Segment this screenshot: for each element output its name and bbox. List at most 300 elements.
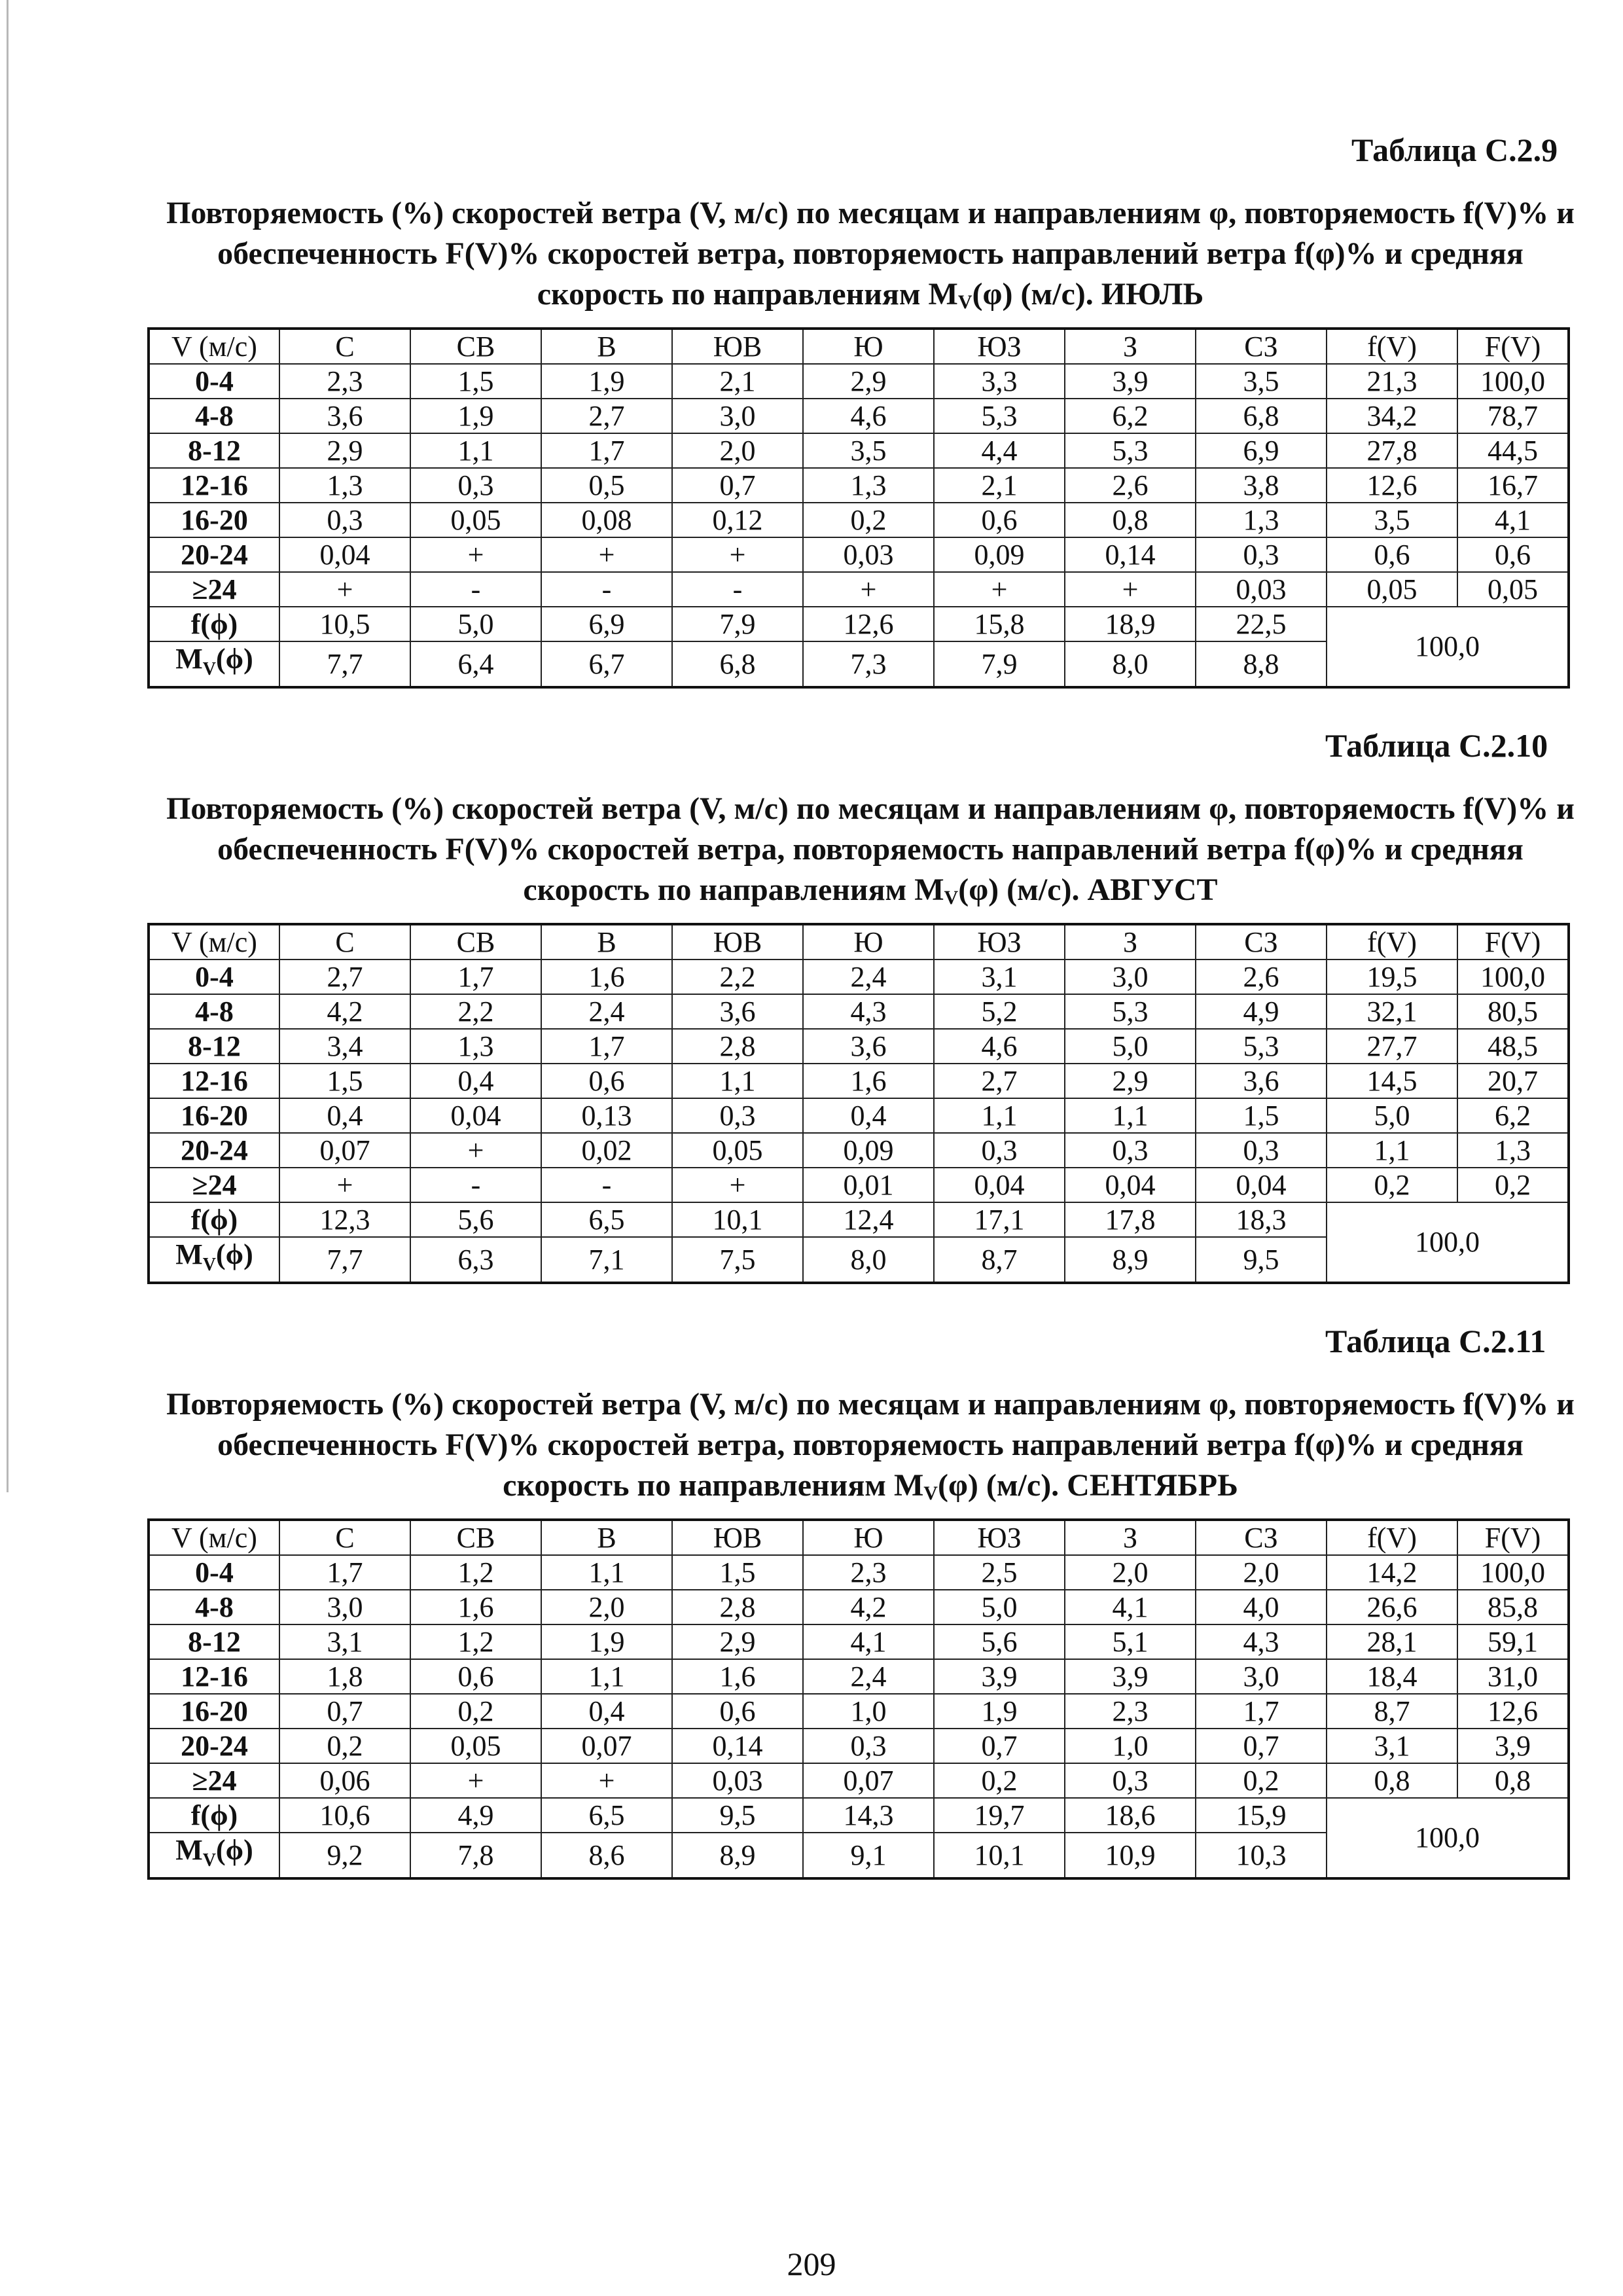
table-cell: 2,7 [541, 399, 672, 433]
table-cell: 0,05 [410, 503, 541, 537]
table-cell: 85,8 [1457, 1590, 1569, 1624]
table-cell: 0,6 [410, 1659, 541, 1694]
table-cell: 12,6 [1327, 468, 1457, 503]
table-cell: 2,8 [672, 1029, 803, 1064]
table-cell: 8,8 [1196, 641, 1327, 687]
header-row [149, 1520, 1569, 1555]
table-cell: 3,8 [1196, 468, 1327, 503]
table-cell: 2,2 [672, 960, 803, 994]
table-cell: 6,9 [1196, 433, 1327, 468]
caption-text: Повторяемость (%) скоростей ветра (V, м/с) по месяцам и направлениям φ, повторяемость f(V)% и обеспеченность F(V)% скоростей ветра, повторяемость направлений ветра f(φ)% и средняя скорость по направлениям M [166, 1387, 1575, 1503]
table-cell: 0,14 [1065, 537, 1196, 572]
table-cell: + [1065, 572, 1196, 607]
table-cell: 1,1 [541, 1555, 672, 1590]
table-cell: + [672, 1168, 803, 1202]
speed-range: 16-20 [149, 1694, 279, 1729]
table-cell: 6,9 [541, 607, 672, 641]
table-cell: 6,5 [541, 1202, 672, 1237]
f-phi-label: f(ϕ) [149, 1202, 279, 1237]
table-row [149, 468, 1569, 503]
table-cell: 44,5 [1457, 433, 1569, 468]
table-cell: + [803, 572, 934, 607]
table-cell: 10,6 [279, 1798, 410, 1833]
table-cell: + [541, 537, 672, 572]
table-cell: 3,0 [1065, 960, 1196, 994]
table-cell: 1,9 [541, 364, 672, 399]
mv-letter: M [175, 1238, 203, 1270]
table-cell: 3,5 [1196, 364, 1327, 399]
table-cell: 1,1 [541, 1659, 672, 1694]
table-row [149, 364, 1569, 399]
table-cell: 4,3 [803, 994, 934, 1029]
table-cell: - [541, 572, 672, 607]
table-cell: 0,7 [1196, 1729, 1327, 1763]
table-cell: 3,6 [279, 399, 410, 433]
table-cell: 0,09 [934, 537, 1065, 572]
table-cell: 0,8 [1065, 503, 1196, 537]
table-cell: 1,5 [279, 1064, 410, 1098]
table-cell: 10,3 [1196, 1833, 1327, 1878]
table-cell: 1,3 [803, 468, 934, 503]
table-cell: 59,1 [1457, 1624, 1569, 1659]
table-cell: 0,6 [934, 503, 1065, 537]
column-header: f(V) [1327, 329, 1457, 364]
table-cell: 0,4 [803, 1098, 934, 1133]
table-cell: 1,7 [541, 1029, 672, 1064]
table-cell: 0,2 [803, 503, 934, 537]
table-cell: 7,3 [803, 641, 934, 687]
table-cell: 6,8 [1196, 399, 1327, 433]
mv-phi-suffix: (ϕ) [216, 1238, 253, 1270]
table-cell: 6,5 [541, 1798, 672, 1833]
speed-range: 12-16 [149, 468, 279, 503]
table-cell: 0,02 [541, 1133, 672, 1168]
caption-tail: (φ) (м/с). АВГУСТ [958, 872, 1218, 907]
column-header: З [1065, 1520, 1196, 1555]
table-cell: 0,3 [672, 1098, 803, 1133]
table-cell: 5,0 [1065, 1029, 1196, 1064]
table-cell: 0,3 [279, 503, 410, 537]
table-cell: 1,7 [1196, 1694, 1327, 1729]
table-number: Таблица С.2.9 [1351, 132, 1558, 168]
table-cell: + [410, 537, 541, 572]
table-cell: 0,3 [803, 1729, 934, 1763]
table-cell: 1,6 [672, 1659, 803, 1694]
table-cell: 0,03 [1196, 572, 1327, 607]
table-cell: 0,8 [1327, 1763, 1457, 1798]
column-header: ЮЗ [934, 924, 1065, 960]
caption-tail: (φ) (м/с). ИЮЛЬ [972, 277, 1204, 312]
table-cell: 7,7 [279, 641, 410, 687]
column-header: С [279, 924, 410, 960]
table-cell: 2,7 [934, 1064, 1065, 1098]
table-cell: 78,7 [1457, 399, 1569, 433]
table-row [149, 1763, 1569, 1798]
speed-range: 8-12 [149, 433, 279, 468]
table-cell: 12,4 [803, 1202, 934, 1237]
table-cell: 100,0 [1457, 1555, 1569, 1590]
table-cell: + [410, 1763, 541, 1798]
table-cell: 19,5 [1327, 960, 1457, 994]
table-cell: 1,2 [410, 1624, 541, 1659]
table-cell: 0,04 [279, 537, 410, 572]
table-cell: 0,05 [1327, 572, 1457, 607]
table-cell: 1,7 [541, 433, 672, 468]
speed-range: 16-20 [149, 1098, 279, 1133]
table-cell: 31,0 [1457, 1659, 1569, 1694]
table-cell: 3,6 [672, 994, 803, 1029]
table-cell: 32,1 [1327, 994, 1457, 1029]
table-cell: 1,1 [934, 1098, 1065, 1133]
table-cell: 18,9 [1065, 607, 1196, 641]
table-cell: 8,6 [541, 1833, 672, 1878]
table-cell: 17,1 [934, 1202, 1065, 1237]
table-cell: 0,3 [1065, 1763, 1196, 1798]
table-cell: 0,06 [279, 1763, 410, 1798]
table-cell: 34,2 [1327, 399, 1457, 433]
table-cell: 0,01 [803, 1168, 934, 1202]
table-cell: 0,03 [803, 537, 934, 572]
table-cell: 0,07 [541, 1729, 672, 1763]
table-cell: 0,2 [279, 1729, 410, 1763]
table-cell: 4,2 [803, 1590, 934, 1624]
table-cell: 12,6 [803, 607, 934, 641]
table-cell: 3,1 [1327, 1729, 1457, 1763]
mv-phi-label [149, 1237, 279, 1283]
f-phi-row [149, 1202, 1569, 1237]
table-cell: 2,0 [1065, 1555, 1196, 1590]
table-cell: 0,09 [803, 1133, 934, 1168]
table-cell: 2,1 [934, 468, 1065, 503]
table-cell: 0,3 [410, 468, 541, 503]
caption-tail: (φ) (м/с). СЕНТЯБРЬ [937, 1468, 1238, 1503]
table-cell: 0,3 [1196, 537, 1327, 572]
table-cell: 0,13 [541, 1098, 672, 1133]
table-cell: 0,3 [1065, 1133, 1196, 1168]
speed-range: ≥24 [149, 1763, 279, 1798]
f-phi-label: f(ϕ) [149, 607, 279, 641]
table-cell: 48,5 [1457, 1029, 1569, 1064]
table-cell: 2,3 [803, 1555, 934, 1590]
table-cell: 5,3 [1196, 1029, 1327, 1064]
table-cell: 2,6 [1065, 468, 1196, 503]
table-cell: 15,8 [934, 607, 1065, 641]
table-cell: 4,1 [1457, 503, 1569, 537]
table-cell: 6,2 [1457, 1098, 1569, 1133]
table-cell: 4,0 [1196, 1590, 1327, 1624]
table-row [149, 1133, 1569, 1168]
table-cell: 5,2 [934, 994, 1065, 1029]
column-header: f(V) [1327, 924, 1457, 960]
table-cell: 10,1 [672, 1202, 803, 1237]
table-row [149, 1555, 1569, 1590]
header-row [149, 329, 1569, 364]
table-cell: 3,0 [672, 399, 803, 433]
table-cell: 4,3 [1196, 1624, 1327, 1659]
speed-range: 20-24 [149, 1133, 279, 1168]
table-cell: 10,1 [934, 1833, 1065, 1878]
column-header: ЮЗ [934, 1520, 1065, 1555]
column-header: В [541, 329, 672, 364]
column-header: З [1065, 329, 1196, 364]
table-cell: 1,1 [1327, 1133, 1457, 1168]
table-cell: 3,1 [279, 1624, 410, 1659]
table-cell: 4,1 [803, 1624, 934, 1659]
f-phi-row [149, 607, 1569, 641]
table-cell: 5,6 [410, 1202, 541, 1237]
table-cell: 20,7 [1457, 1064, 1569, 1098]
column-header: Ю [803, 329, 934, 364]
column-header: ЮЗ [934, 329, 1065, 364]
table-cell: 1,7 [410, 960, 541, 994]
column-header: В [541, 924, 672, 960]
wind-table [147, 327, 1570, 689]
table-cell: 0,08 [541, 503, 672, 537]
table-cell: 1,5 [672, 1555, 803, 1590]
table-cell: 6,8 [672, 641, 803, 687]
column-header: V (м/с) [149, 1520, 279, 1555]
column-header: f(V) [1327, 1520, 1457, 1555]
table-cell: 0,4 [410, 1064, 541, 1098]
table-cell: 0,3 [1196, 1133, 1327, 1168]
table-cell: 0,6 [1327, 537, 1457, 572]
table-cell: 2,2 [410, 994, 541, 1029]
total-cell: 100,0 [1327, 607, 1569, 687]
table-row [149, 1098, 1569, 1133]
mv-subscript: V [202, 1254, 216, 1275]
header-row [149, 924, 1569, 960]
table-cell: 21,3 [1327, 364, 1457, 399]
table-cell: 0,2 [934, 1763, 1065, 1798]
table-cell: 0,04 [1196, 1168, 1327, 1202]
page-number: 209 [787, 2246, 836, 2282]
mv-letter: M [175, 643, 203, 675]
column-header: СВ [410, 924, 541, 960]
table-cell: 7,9 [934, 641, 1065, 687]
table-cell: 14,5 [1327, 1064, 1457, 1098]
table-cell: 0,03 [672, 1763, 803, 1798]
table-row [149, 1624, 1569, 1659]
table-caption [157, 193, 1584, 323]
table-cell: 7,1 [541, 1237, 672, 1283]
table-cell: 5,0 [410, 607, 541, 641]
speed-range: 4-8 [149, 399, 279, 433]
speed-range: 20-24 [149, 1729, 279, 1763]
table-cell: 4,6 [803, 399, 934, 433]
table-row [149, 503, 1569, 537]
table-row [149, 960, 1569, 994]
table-cell: 1,0 [803, 1694, 934, 1729]
wind-table [147, 1518, 1570, 1880]
column-header: В [541, 1520, 672, 1555]
caption-subscript: V [923, 1482, 938, 1504]
table-cell: + [541, 1763, 672, 1798]
table-cell: 6,3 [410, 1237, 541, 1283]
table-cell: 0,12 [672, 503, 803, 537]
table-cell: 3,3 [934, 364, 1065, 399]
table-cell: 0,2 [410, 1694, 541, 1729]
table-cell: 0,14 [672, 1729, 803, 1763]
table-cell: 1,6 [410, 1590, 541, 1624]
table-cell: 0,6 [1457, 537, 1569, 572]
caption-subscript: V [944, 887, 959, 908]
table-caption [157, 789, 1584, 918]
table-row [149, 1590, 1569, 1624]
wind-table [147, 923, 1570, 1284]
table-cell: 3,1 [934, 960, 1065, 994]
table-cell: + [934, 572, 1065, 607]
mv-phi-suffix: (ϕ) [216, 1834, 253, 1866]
table-cell: 2,5 [934, 1555, 1065, 1590]
speed-range: 4-8 [149, 1590, 279, 1624]
table-cell: 12,3 [279, 1202, 410, 1237]
column-header: Ю [803, 1520, 934, 1555]
table-row [149, 1659, 1569, 1694]
table-cell: 0,6 [541, 1064, 672, 1098]
table-cell: 4,1 [1065, 1590, 1196, 1624]
table-cell: 1,3 [1457, 1133, 1569, 1168]
table-cell: 28,1 [1327, 1624, 1457, 1659]
table-cell: 3,6 [1196, 1064, 1327, 1098]
table-cell: - [672, 572, 803, 607]
table-cell: 0,3 [934, 1133, 1065, 1168]
table-cell: 5,3 [934, 399, 1065, 433]
column-header: С [279, 329, 410, 364]
table-cell: 5,1 [1065, 1624, 1196, 1659]
table-cell: 1,1 [1065, 1098, 1196, 1133]
table-cell: 3,9 [1457, 1729, 1569, 1763]
table-row [149, 1168, 1569, 1202]
table-cell: 5,0 [934, 1590, 1065, 1624]
table-cell: - [541, 1168, 672, 1202]
table-cell: 1,6 [541, 960, 672, 994]
speed-range: 0-4 [149, 1555, 279, 1590]
table-cell: 15,9 [1196, 1798, 1327, 1833]
table-cell: 5,3 [1065, 433, 1196, 468]
speed-range: 8-12 [149, 1624, 279, 1659]
table-row [149, 1029, 1569, 1064]
table-cell: 1,0 [1065, 1729, 1196, 1763]
table-cell: 1,7 [279, 1555, 410, 1590]
column-header: F(V) [1457, 329, 1569, 364]
table-cell: 1,1 [410, 433, 541, 468]
table-cell: 6,2 [1065, 399, 1196, 433]
table-cell: 27,7 [1327, 1029, 1457, 1064]
table-cell: + [410, 1133, 541, 1168]
table-cell: 1,9 [541, 1624, 672, 1659]
table-cell: 0,7 [934, 1729, 1065, 1763]
table-cell: - [410, 572, 541, 607]
table-cell: 3,5 [803, 433, 934, 468]
table-cell: 2,4 [541, 994, 672, 1029]
table-cell: 2,8 [672, 1590, 803, 1624]
table-cell: 1,5 [410, 364, 541, 399]
table-cell: 0,6 [672, 1694, 803, 1729]
table-cell: 1,3 [410, 1029, 541, 1064]
caption-text: Повторяемость (%) скоростей ветра (V, м/с) по месяцам и направлениям φ, повторяемость f(V)% и обеспеченность F(V)% скоростей ветра, повторяемость направлений ветра f(φ)% и средняя скорость по направлениям M [166, 196, 1575, 312]
speed-range: 0-4 [149, 960, 279, 994]
table-cell: 14,2 [1327, 1555, 1457, 1590]
speed-range: 8-12 [149, 1029, 279, 1064]
speed-range: ≥24 [149, 1168, 279, 1202]
table-cell: 9,5 [672, 1798, 803, 1833]
table-cell: 2,3 [279, 364, 410, 399]
table-cell: 8,9 [1065, 1237, 1196, 1283]
table-cell: + [672, 537, 803, 572]
table-cell: 0,8 [1457, 1763, 1569, 1798]
table-cell: 4,2 [279, 994, 410, 1029]
table-cell: 0,07 [803, 1763, 934, 1798]
table-cell: 2,9 [803, 364, 934, 399]
table-cell: 3,0 [1196, 1659, 1327, 1694]
table-cell: 0,4 [279, 1098, 410, 1133]
table-row [149, 1729, 1569, 1763]
total-cell: 100,0 [1327, 1202, 1569, 1283]
table-cell: 0,7 [279, 1694, 410, 1729]
table-cell: 26,6 [1327, 1590, 1457, 1624]
table-cell: 1,3 [1196, 503, 1327, 537]
table-row [149, 433, 1569, 468]
table-cell: 4,4 [934, 433, 1065, 468]
table-cell: 1,9 [934, 1694, 1065, 1729]
column-header: СЗ [1196, 1520, 1327, 1555]
table-cell: 19,7 [934, 1798, 1065, 1833]
mv-subscript: V [202, 658, 216, 679]
table-cell: 1,6 [803, 1064, 934, 1098]
table-cell: 2,7 [279, 960, 410, 994]
table-cell: 4,9 [1196, 994, 1327, 1029]
table-cell: 0,04 [410, 1098, 541, 1133]
table-cell: 4,9 [410, 1798, 541, 1833]
table-caption [157, 1384, 1584, 1514]
table-cell: 9,1 [803, 1833, 934, 1878]
table-cell: 2,9 [1065, 1064, 1196, 1098]
table-cell: 0,2 [1457, 1168, 1569, 1202]
table-cell: 0,5 [541, 468, 672, 503]
table-row [149, 1064, 1569, 1098]
column-header: СВ [410, 1520, 541, 1555]
table-cell: 8,9 [672, 1833, 803, 1878]
table-cell: 6,7 [541, 641, 672, 687]
table-cell: 14,3 [803, 1798, 934, 1833]
table-cell: 3,6 [803, 1029, 934, 1064]
table-cell: 0,05 [1457, 572, 1569, 607]
caption-subscript: V [957, 291, 972, 313]
table-cell: 7,8 [410, 1833, 541, 1878]
table-cell: 0,2 [1327, 1168, 1457, 1202]
table-cell: 9,2 [279, 1833, 410, 1878]
table-cell: 27,8 [1327, 433, 1457, 468]
column-header: Ю [803, 924, 934, 960]
table-cell: 5,6 [934, 1624, 1065, 1659]
table-cell: 100,0 [1457, 960, 1569, 994]
speed-range: ≥24 [149, 572, 279, 607]
table-cell: 18,3 [1196, 1202, 1327, 1237]
mv-letter: M [175, 1834, 203, 1866]
speed-range: 20-24 [149, 537, 279, 572]
table-cell: 2,4 [803, 960, 934, 994]
table-cell: 4,6 [934, 1029, 1065, 1064]
mv-phi-label [149, 1833, 279, 1878]
table-cell: + [279, 572, 410, 607]
f-phi-row [149, 1798, 1569, 1833]
table-cell: 3,5 [1327, 503, 1457, 537]
table-row [149, 572, 1569, 607]
table-cell: 10,5 [279, 607, 410, 641]
table-cell: 7,5 [672, 1237, 803, 1283]
speed-range: 0-4 [149, 364, 279, 399]
table-cell: 3,4 [279, 1029, 410, 1064]
